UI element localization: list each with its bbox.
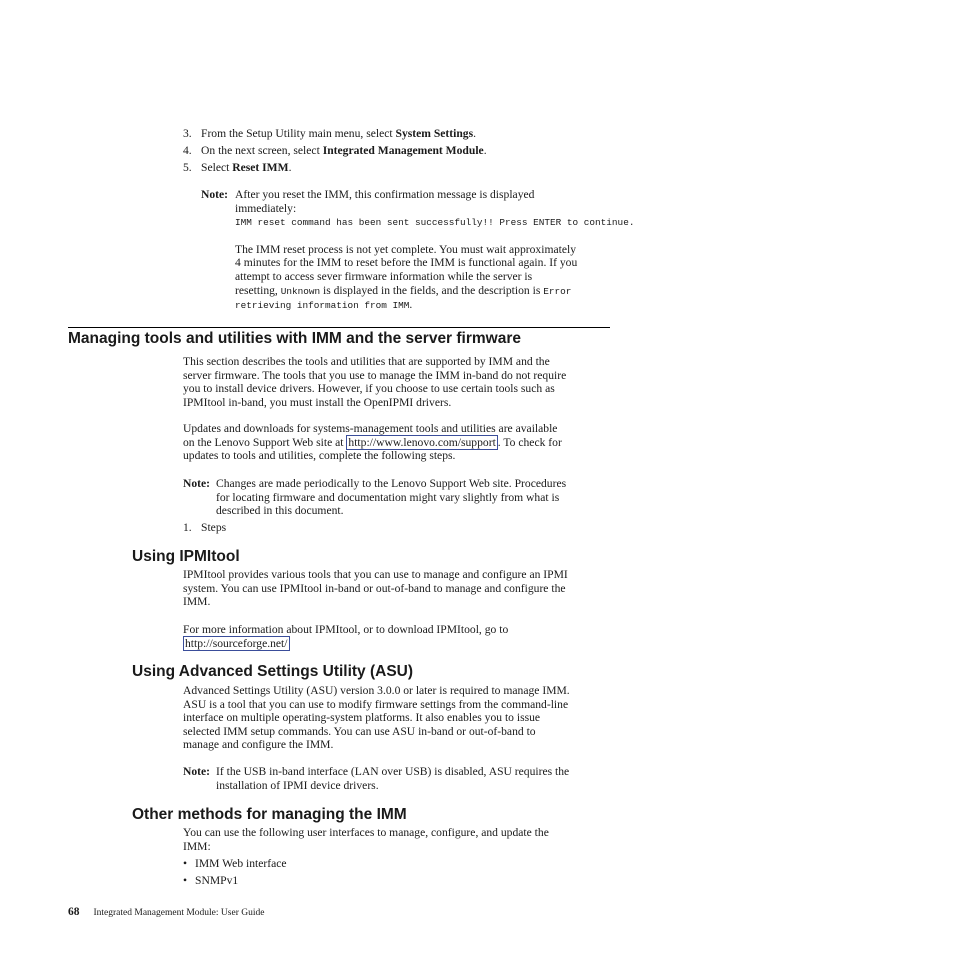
ui-term: System Settings (395, 127, 474, 140)
section-paragraph (183, 355, 613, 409)
note-text: After you reset the IMM, this confirmation message is displayed (235, 188, 535, 201)
step-number: 1. (183, 521, 192, 534)
note-text: for locating firmware and documentation might vary slightly from what is (216, 490, 560, 504)
paragraph-line: You can use the following user interfaces to manage, configure, and update the (183, 826, 549, 839)
code-inline: retrieving information from IMM (235, 300, 410, 312)
step-number: 3. (183, 127, 192, 140)
note-text: 4 minutes for the IMM to reset before the IMM is functional again. If you (235, 256, 578, 270)
note-label: Note: (183, 477, 211, 490)
paragraph-line: IMM: (183, 839, 211, 853)
step-text: From the Setup Utility main menu, select (201, 127, 396, 140)
step-text: On the next screen, select (201, 144, 323, 157)
page-number: 68 (68, 906, 80, 918)
ui-term: Reset IMM (232, 161, 289, 174)
paragraph-line: you to install device drivers. However, if you choose to use certain tools such as (183, 382, 555, 396)
note-block (183, 477, 613, 518)
paragraph-line: Advanced Settings Utility (ASU) version 3.0.0 or later is required to manage IMM. (183, 684, 570, 697)
bullet-icon: • (183, 874, 188, 887)
step-number: 5. (183, 161, 192, 174)
paragraph-line: This section describes the tools and utilities that are supported by IMM and the (183, 355, 550, 368)
paragraph-line: For more information about IPMItool, or to download IPMItool, go to (183, 623, 509, 636)
note-label: Note: (183, 765, 211, 778)
list-item-text: IMM Web interface (195, 857, 287, 870)
other-methods-heading: Other methods for managing the IMM (132, 806, 407, 823)
note-text: resetting, (235, 283, 281, 297)
sourceforge-link[interactable]: http://sourceforge.net/ (185, 636, 288, 650)
step-number: 4. (183, 144, 192, 157)
paragraph-line: system. You can use IPMItool in-band or out-of-band to manage and configure the (183, 581, 566, 595)
step-punct: . (288, 161, 292, 174)
paragraph-line: IPMItool provides various tools that you can use to manage and configure an IPMI (183, 568, 568, 581)
page-footer (68, 902, 264, 920)
code-inline: Error (543, 285, 572, 297)
list-item-text: SNMPv1 (195, 874, 239, 887)
footer-title: Integrated Management Module: User Guide (93, 908, 265, 918)
other-methods-paragraph (183, 826, 613, 853)
lenovo-support-link[interactable]: http://www.lenovo.com/support (348, 435, 496, 449)
step-3 (183, 127, 477, 141)
paragraph-line: IPMItool in-band, you must install the OpenIPMI drivers. (183, 395, 452, 409)
note-text: is displayed in the fields, and the description is (320, 283, 544, 297)
note-text: If the USB in-band interface (LAN over USB) is disabled, ASU requires the (216, 765, 570, 778)
list-item (183, 857, 287, 871)
ipmitool-heading: Using IPMItool (132, 548, 240, 565)
section-rule (68, 327, 610, 328)
note-block (201, 188, 635, 312)
note-text: . (409, 298, 413, 312)
code-message: IMM reset command has been sent successfully!! Press ENTER to continue. (235, 217, 635, 229)
ipmitool-paragraph (183, 568, 613, 609)
section-title: Managing tools and utilities with IMM and the server firmware (68, 330, 522, 347)
code-inline: Unknown (280, 285, 321, 297)
step-punct: . (473, 127, 477, 140)
support-paragraph (183, 422, 613, 463)
step-4 (183, 144, 487, 158)
note-block (183, 765, 613, 792)
note-text: immediately: (235, 201, 297, 215)
note-text: attempt to access sever firmware information while the server is (235, 269, 533, 283)
note-text: installation of IPMI device drivers. (216, 778, 379, 792)
steps-item (183, 521, 227, 535)
step-text: Steps (201, 521, 227, 534)
paragraph-line: updates to tools and utilities, complete the following steps. (183, 449, 456, 463)
bullet-icon: • (183, 857, 188, 870)
step-text: Select (201, 161, 233, 174)
paragraph-line: ASU is a tool that you can use to modify firmware settings from the command-line (183, 697, 569, 711)
asu-heading: Using Advanced Settings Utility (ASU) (132, 663, 414, 680)
step-punct: . (483, 144, 487, 157)
paragraph-line: IMM. (183, 595, 211, 609)
paragraph-line: selected IMM setup commands. You can use ASU in-band or out-of-band to (183, 724, 536, 738)
paragraph-line: on the Lenovo Support Web site at (183, 435, 347, 449)
asu-paragraph (183, 684, 613, 752)
paragraph-line: manage and configure the IMM. (183, 738, 334, 752)
step-5 (183, 161, 292, 175)
list-item (183, 874, 239, 888)
paragraph-line: Updates and downloads for systems-management tools and utilities are available (183, 422, 558, 435)
ipmitool-download-paragraph (183, 623, 613, 650)
paragraph-line: interface on multiple operating-system platforms. It also enables you to issue (183, 711, 541, 725)
ui-term: Integrated Management Module (322, 144, 484, 157)
note-label: Note: (201, 188, 229, 201)
paragraph-line: server firmware. The tools that you use to manage the IMM in-band do not require (183, 368, 567, 382)
note-text: Changes are made periodically to the Lenovo Support Web site. Procedures (216, 477, 567, 490)
note-text: described in this document. (216, 504, 344, 518)
note-text: The IMM reset process is not yet complete. You must wait approximately (235, 242, 576, 256)
paragraph-line: . To check for (497, 435, 562, 449)
